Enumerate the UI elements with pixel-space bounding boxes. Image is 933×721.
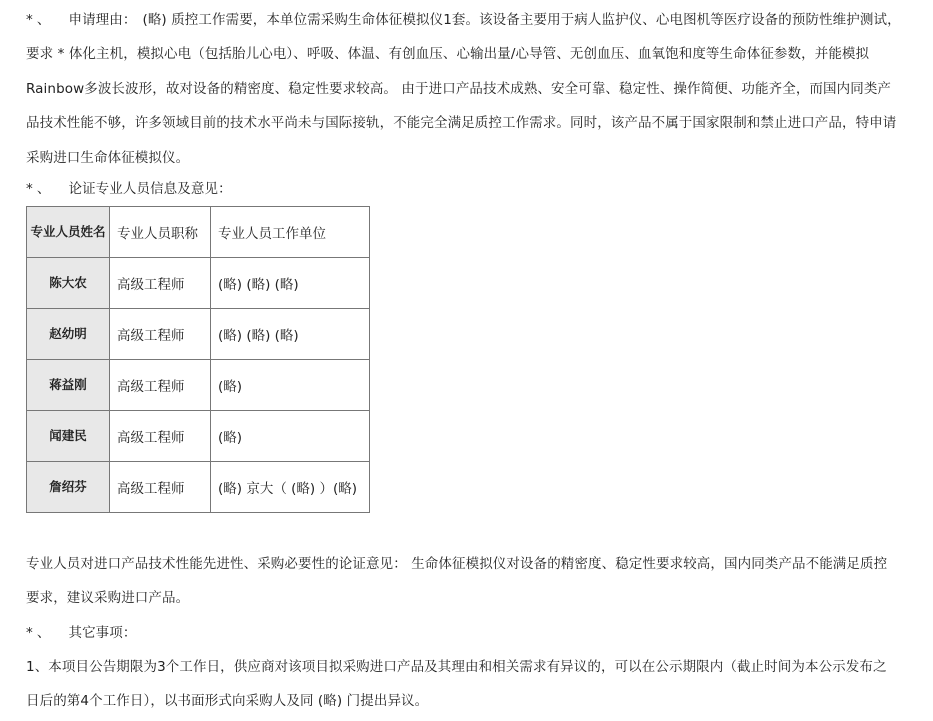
- expert-name: 詹绍芬: [27, 462, 110, 513]
- expert-title: 高级工程师: [110, 411, 211, 462]
- expert-title: 高级工程师: [110, 360, 211, 411]
- opinion-line-1: 专业人员对进口产品技术性能先进性、采购必要性的论证意见： 生命体征模拟仪对设备的精密度、稳定性要求较高，国内同类产品不能满足质控: [26, 556, 888, 572]
- bullet-separator: 、: [36, 181, 51, 197]
- expert-opinion-paragraph: [26, 547, 926, 616]
- expert-name: 陈大农: [27, 258, 110, 309]
- table-row: [27, 309, 370, 360]
- table-row: [27, 360, 370, 411]
- bullet-star: *: [26, 181, 33, 197]
- reason-line-2: 要求 * 体化主机，模拟心电（包括胎儿心电）、呼吸、体温、有创血压、心输出量/心导管、无创血压、血氧饱和度等生命体征参数，并能模拟: [26, 46, 870, 63]
- table-row: [27, 462, 370, 513]
- expert-unit: (略) (略) (略): [211, 309, 370, 360]
- reason-line-4: 品技术性能不够，许多领域目前的技术水平尚未与国际接轨，不能完全满足质控工作需求。同时，该产品不属于国家限制和禁止进口产品，特申请: [26, 115, 897, 132]
- expert-unit: (略) 京大（ (略) ）(略): [211, 462, 370, 513]
- expert-unit: (略): [211, 411, 370, 462]
- notice-paragraph: [26, 650, 926, 719]
- expert-title: 高级工程师: [110, 462, 211, 513]
- opinion-line-2: 要求，建议采购进口产品。: [26, 590, 190, 607]
- bullet-separator: 、: [36, 12, 51, 28]
- experts-section-heading: [26, 172, 926, 206]
- reason-line-3: Rainbow多波长波形，故对设备的精密度、稳定性要求较高。 由于进口产品技术成熟、安全可靠、稳定性、操作简便、功能齐全，而国内同类产: [26, 80, 892, 97]
- notice-line-1: 1、本项目公告期限为3个工作日，供应商对该项目拟采购进口产品及其理由和相关需求有异议的，可以在公示期限内（截止时间为本公示发布之: [26, 659, 887, 675]
- other-matters-heading: [26, 616, 926, 650]
- notice-line-2: 日后的第4个工作日），以书面形式向采购人及同 (略) 门提出异议。: [26, 693, 429, 710]
- table-row: [27, 411, 370, 462]
- reason-text-line: (略) 质控工作需要，本单位需采购生命体征模拟仪1套。该设备主要用于病人监护仪、心电图机等医疗设备的预防性维护测试，: [142, 12, 901, 28]
- reason-line-1: [26, 3, 926, 37]
- experts-section-label: 论证专业人员信息及意见：: [68, 181, 232, 197]
- application-reason-paragraph: [26, 3, 926, 175]
- bullet-star: *: [26, 12, 33, 28]
- expert-name: 闻建民: [27, 411, 110, 462]
- expert-title: 高级工程师: [110, 309, 211, 360]
- other-matters-label: 其它事项：: [68, 625, 137, 641]
- table-header-row: [27, 207, 370, 258]
- expert-title: 高级工程师: [110, 258, 211, 309]
- experts-table: [26, 206, 370, 513]
- bullet-star: *: [26, 625, 33, 641]
- expert-name: 赵幼明: [27, 309, 110, 360]
- expert-name: 蒋益刚: [27, 360, 110, 411]
- header-name: 专业人员姓名: [27, 207, 110, 258]
- header-title: 专业人员职称: [110, 207, 211, 258]
- expert-unit: (略) (略) (略): [211, 258, 370, 309]
- header-unit: 专业人员工作单位: [211, 207, 370, 258]
- bullet-separator: 、: [36, 625, 51, 641]
- table-row: [27, 258, 370, 309]
- expert-unit: (略): [211, 360, 370, 411]
- reason-line-5: 采购进口生命体征模拟仪。: [26, 149, 190, 166]
- reason-label: 申请理由：: [68, 12, 137, 28]
